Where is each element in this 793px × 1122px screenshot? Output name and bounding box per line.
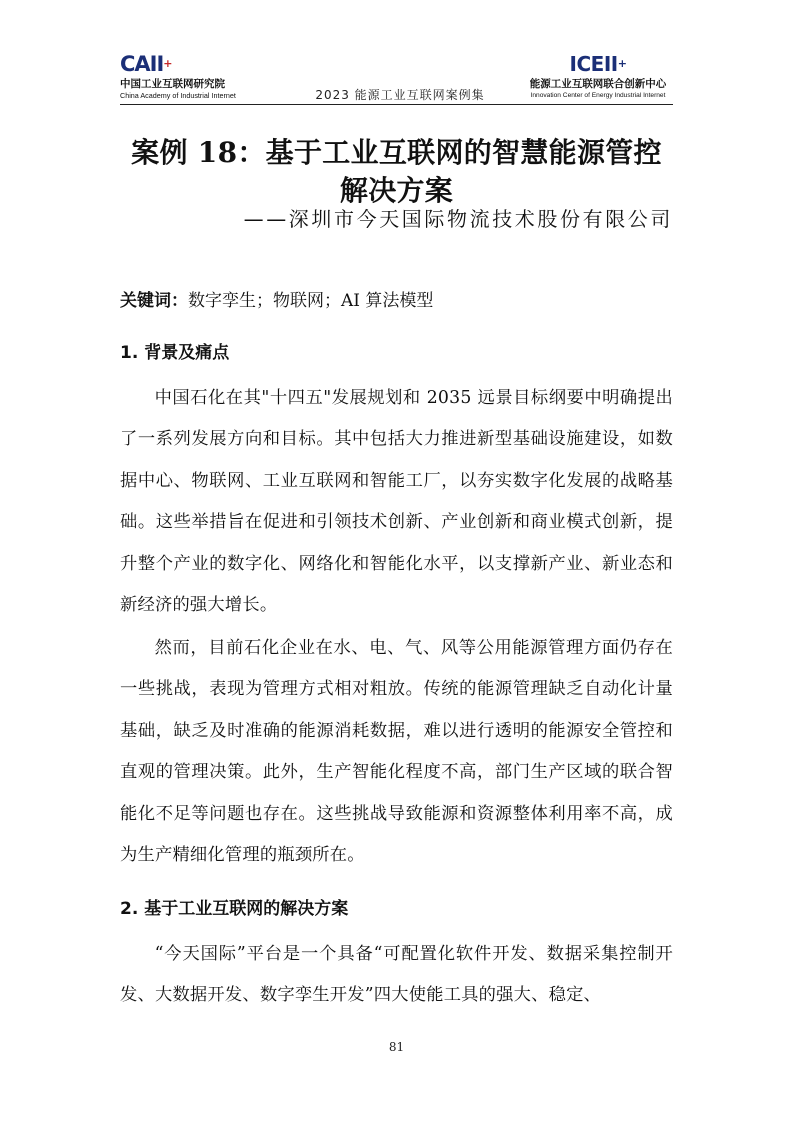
caii-logo-mark: CAII+	[120, 52, 172, 76]
iceii-logo-mark: ICEII+	[569, 52, 627, 76]
page-number: 81	[388, 1040, 405, 1054]
iceii-logo-name-cn: 能源工业互联网联合创新中心	[529, 78, 667, 90]
page-header	[120, 52, 673, 104]
company-name: ——深圳市今天国际物流技术股份有限公司	[243, 207, 673, 231]
keywords-line	[120, 286, 673, 316]
keywords-value: 数字孪生；物联网；AI 算法模型	[188, 291, 434, 311]
header-divider	[120, 104, 673, 105]
caii-logo-name-en: China Academy of Industrial Internet	[120, 91, 236, 100]
keywords-label: 关键词：	[120, 291, 188, 311]
case-title: 案例 18：基于工业互联网的智慧能源管控解决方案	[131, 136, 662, 207]
iceii-logo	[523, 52, 673, 100]
section-heading: 2. 基于工业互联网的解决方案	[120, 899, 349, 919]
paragraph: “今天国际”平台是一个具备“可配置化软件开发、数据采集控制开发、大数据开发、数字孪生开发”四大使能工具的强大、稳定、	[120, 944, 673, 1006]
caii-logo	[120, 52, 280, 100]
caii-logo-name-cn: 中国工业互联网研究院	[120, 78, 225, 90]
running-header-title: 2023 能源工业互联网案例集	[315, 88, 485, 102]
iceii-logo-name-en: Innovation Center of Energy Industrial Internet	[530, 92, 666, 99]
paragraph: 中国石化在其"十四五"发展规划和 2035 远景目标纲要中明确提出了一系列发展方向和目标。其中包括大力推进新型基础设施建设，如数据中心、物联网、工业互联网和智能工厂，以夯实数字化发展的战略基础。这些举措旨在促进和引领技术创新、产业创新和商业模式创新，提升整个产业的数字化、网络化和智能化水平，以支撑新产业、新业态和新经济的强大增长。	[120, 388, 673, 616]
section-heading: 1. 背景及痛点	[120, 343, 230, 363]
paragraph: 然而，目前石化企业在水、电、气、风等公用能源管理方面仍存在一些挑战，表现为管理方式相对粗放。传统的能源管理缺乏自动化计量基础，缺乏及时准确的能源消耗数据，难以进行透明的能源安全管控和直观的管理决策。此外，生产智能化程度不高，部门生产区域的联合智能化不足等问题也存在。这些挑战导致能源和资源整体利用率不高，成为生产精细化管理的瓶颈所在。	[120, 638, 673, 866]
